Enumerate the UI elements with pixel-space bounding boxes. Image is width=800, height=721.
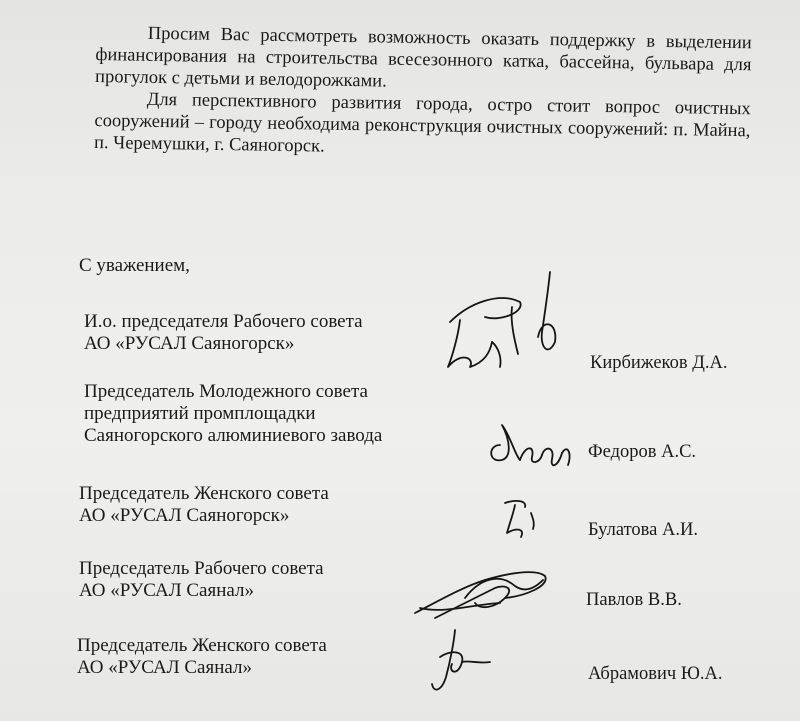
position-line: Председатель Женского совета bbox=[79, 483, 329, 504]
paragraph-funding-request: Просим Вас рассмотреть возможность оказать поддержку в выделении финансирования на строительства всесезонного катка, бассейна, бульвара для прогулок с детьми и велодорожками. bbox=[94, 23, 752, 92]
signatory-1-name: Кирбижеков Д.А. bbox=[590, 353, 728, 373]
organization-line: АО «РУСАЛ Саяногорск» bbox=[84, 333, 295, 354]
signatory-3-position bbox=[79, 483, 329, 527]
signatory-2-name: Федоров А.С. bbox=[588, 442, 697, 462]
signatory-4-name: Павлов В.В. bbox=[586, 590, 682, 610]
organization-line: АО «РУСАЛ Саяногорск» bbox=[79, 505, 290, 526]
signature-5 bbox=[420, 622, 510, 702]
signatory-5-position bbox=[77, 635, 327, 679]
organization-line: АО «РУСАЛ Саянал» bbox=[77, 657, 252, 678]
organization-line: Саяногорского алюминиевого завода bbox=[84, 425, 383, 446]
letter-body bbox=[94, 22, 752, 164]
position-line: И.о. председателя Рабочего совета bbox=[84, 311, 363, 332]
organization-line: предприятий промплощадки bbox=[84, 403, 316, 424]
signatory-1-position bbox=[84, 311, 363, 355]
position-line: Председатель Женского совета bbox=[77, 635, 327, 656]
signatory-5-name: Абрамович Ю.А. bbox=[588, 664, 723, 684]
organization-line: АО «РУСАЛ Саянал» bbox=[79, 580, 254, 601]
paragraph-treatment-facilities: Для перспективного развития города, остро стоит вопрос очистных сооружений – городу необходима реконструкция очистных сооружений: п. Майна, п. Черемушки, г. Саяногорск. bbox=[93, 89, 751, 157]
position-line: Председатель Молодежного совета bbox=[84, 381, 368, 402]
signatory-3-name: Булатова А.И. bbox=[588, 520, 698, 540]
signatory-2-position bbox=[84, 381, 382, 447]
signature-2 bbox=[480, 415, 580, 475]
position-line: Председатель Рабочего совета bbox=[79, 558, 324, 579]
signature-3 bbox=[495, 493, 555, 543]
signature-1 bbox=[430, 262, 580, 382]
closing-phrase: С уважением, bbox=[79, 255, 190, 276]
signature-4 bbox=[405, 558, 565, 628]
signatory-4-position bbox=[79, 558, 324, 602]
